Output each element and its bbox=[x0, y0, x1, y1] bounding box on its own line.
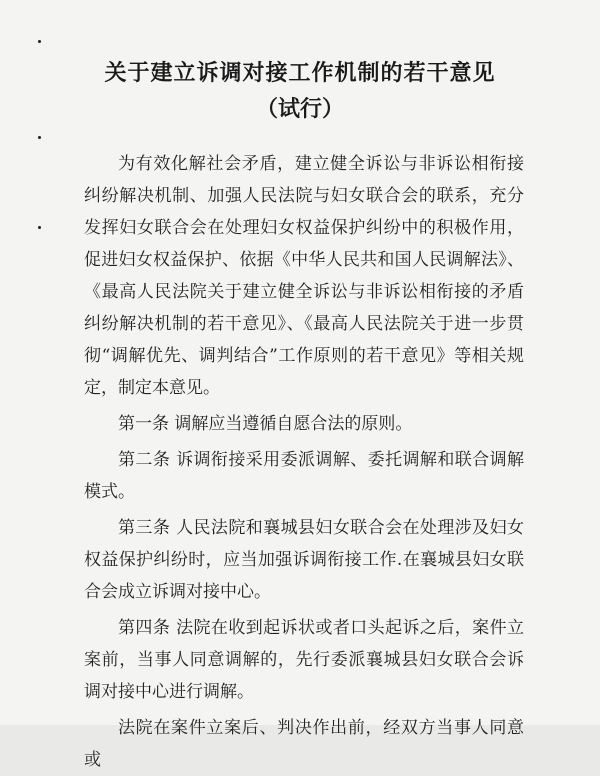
scan-speck bbox=[38, 40, 41, 43]
paragraph-continuation: 法院在案件立案后、判决作出前，经双方当事人同意或 bbox=[84, 718, 524, 770]
paragraph-intro: 为有效化解社会矛盾，建立健全诉讼与非诉讼相衔接纠纷解决机制、加强人民法院与妇女联合会的联系，充分发挥妇女联合会在处理妇女权益保护纠纷中的积极作用，促进妇女权益保护、依据《中华人民共和国人民调解法》、《最高人民法院关于建立健全诉讼与非诉讼相衔接的矛盾纠纷解决机制的若干意见》、《最高人民法院关于进一步贯彻“调解优先、调判结合”工作原则的若干意见》等相关规定，制定本意见。 bbox=[84, 154, 524, 398]
paragraph-article-3: 第三条 人民法院和襄城县妇女联合会在处理涉及妇女权益保护纠纷时，应当加强诉调衔接工作.在襄城县妇女联合会成立诉调对接中心。 bbox=[84, 518, 524, 602]
document-title: 关于建立诉调对接工作机制的若干意见 bbox=[104, 60, 496, 86]
document-subtitle: （试行） bbox=[255, 96, 344, 122]
paragraph-article-1: 第一条 调解应当遵循自愿合法的原则。 bbox=[118, 414, 413, 434]
scan-speck bbox=[38, 136, 41, 139]
document-body bbox=[84, 148, 524, 776]
paragraph-article-2: 第二条 诉调衔接采用委派调解、委托调解和联合调解模式。 bbox=[84, 450, 524, 502]
scan-speck bbox=[38, 226, 41, 229]
paragraph-article-4: 第四条 法院在收到起诉状或者口头起诉之后，案件立案前，当事人同意调解的，先行委派襄城县妇女联合会诉调对接中心进行调解。 bbox=[84, 618, 524, 702]
